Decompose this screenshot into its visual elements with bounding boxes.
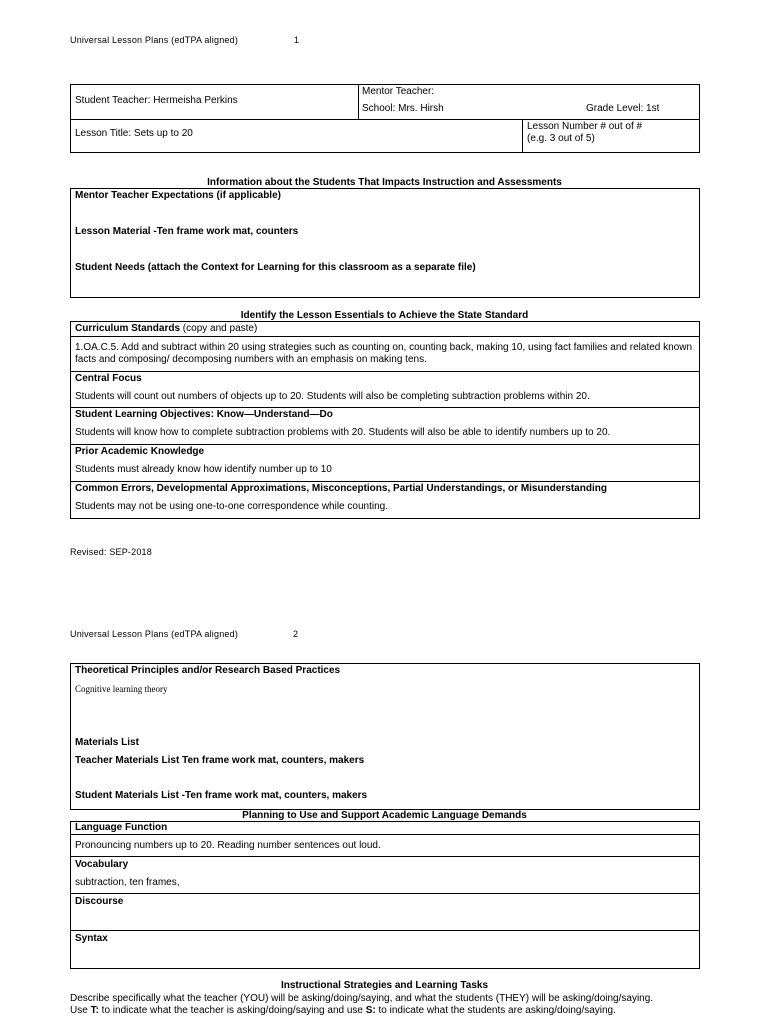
theory-label: Theoretical Principles and/or Research Based Practices xyxy=(75,665,341,676)
discourse-label: Discourse xyxy=(75,896,124,907)
prior-knowledge-label: Prior Academic Knowledge xyxy=(75,446,205,457)
student-needs-label: Student Needs (attach the Context for Learning for this classroom as a separate file) xyxy=(75,262,476,273)
strategies-legend: Use T: to indicate what the teacher is asking/doing/saying and use S: to indicate what the students are asking/doing/saying. xyxy=(70,1005,616,1016)
students-info-box xyxy=(70,188,700,298)
page-number: 2 xyxy=(293,629,299,639)
prior-knowledge-text: Students must already know how identify number up to 10 xyxy=(75,464,332,475)
central-focus-text: Students will count out numbers of objects up to 20. Students will also be completing subtraction problems within 20. xyxy=(75,391,590,402)
section-heading: Planning to Use and Support Academic Language Demands xyxy=(242,810,527,821)
divider xyxy=(70,834,700,835)
student-materials: Student Materials List -Ten frame work mat, counters, makers xyxy=(75,790,368,801)
materials-list-label: Materials List xyxy=(75,737,139,748)
central-focus-label: Central Focus xyxy=(75,373,142,384)
curriculum-standards-label: Curriculum Standards (copy and paste) xyxy=(75,323,258,334)
lesson-number: Lesson Number # out of # xyxy=(527,121,643,132)
divider xyxy=(358,84,359,119)
syntax-label: Syntax xyxy=(75,933,108,944)
common-errors-text: Students may not be using one-to-one correspondence while counting. xyxy=(75,501,388,512)
lesson-number-example: (e.g. 3 out of 5) xyxy=(527,133,595,144)
divider xyxy=(70,371,700,372)
section-heading: Information about the Students That Impacts Instruction and Assessments xyxy=(207,177,562,188)
divider xyxy=(70,893,700,894)
common-errors-label: Common Errors, Developmental Approximations, Misconceptions, Partial Understandings, or Misunderstanding xyxy=(75,483,607,494)
divider xyxy=(70,930,700,931)
language-function-text: Pronouncing numbers up to 20. Reading number sentences out loud. xyxy=(75,840,381,851)
divider xyxy=(70,481,700,482)
divider xyxy=(522,119,523,153)
school: School: Mrs. Hirsh xyxy=(362,103,444,114)
learning-objectives-text: Students will know how to complete subtraction problems with 20. Students will also be able to identify numbers up to 20. xyxy=(75,427,611,438)
section-heading: Instructional Strategies and Learning Tasks xyxy=(280,980,489,991)
grade-level: Grade Level: 1st xyxy=(586,103,660,114)
vocabulary-label: Vocabulary xyxy=(75,859,129,870)
mentor-teacher: Mentor Teacher: xyxy=(362,86,435,97)
revised-date: Revised: SEP-2018 xyxy=(70,547,152,557)
divider xyxy=(70,336,700,337)
page-number: 1 xyxy=(294,35,300,45)
divider xyxy=(70,407,700,408)
divider xyxy=(70,119,700,120)
mentor-expectations-label: Mentor Teacher Expectations (if applicable) xyxy=(75,190,281,201)
divider xyxy=(70,444,700,445)
page-header-title: Universal Lesson Plans (edTPA aligned) xyxy=(70,629,239,639)
curriculum-standards-text: 1.OA.C.5. Add and subtract within 20 using strategies such as counting on, counting back, making 10, using fact families and related known facts and composing/ decomposing numbers with an emphasis on making tens. xyxy=(75,342,693,365)
teacher-materials: Teacher Materials List Ten frame work mat, counters, makers xyxy=(75,755,365,766)
lesson-title: Lesson Title: Sets up to 20 xyxy=(75,128,193,139)
theory-text: Cognitive learning theory xyxy=(75,684,168,694)
strategies-instructions: Describe specifically what the teacher (YOU) will be asking/doing/saying, and what the students (THEY) will be asking/doing/saying. xyxy=(70,993,654,1004)
student-teacher: Student Teacher: Hermeisha Perkins xyxy=(75,95,238,106)
learning-objectives-label: Student Learning Objectives: Know—Understand—Do xyxy=(75,409,333,420)
divider xyxy=(70,856,700,857)
lesson-material-label: Lesson Material -Ten frame work mat, counters xyxy=(75,226,299,237)
language-function-label: Language Function xyxy=(75,822,168,833)
vocabulary-text: subtraction, ten frames, xyxy=(75,877,180,888)
page-header-title: Universal Lesson Plans (edTPA aligned) xyxy=(70,35,239,45)
section-heading: Identify the Lesson Essentials to Achieve the State Standard xyxy=(240,310,529,321)
